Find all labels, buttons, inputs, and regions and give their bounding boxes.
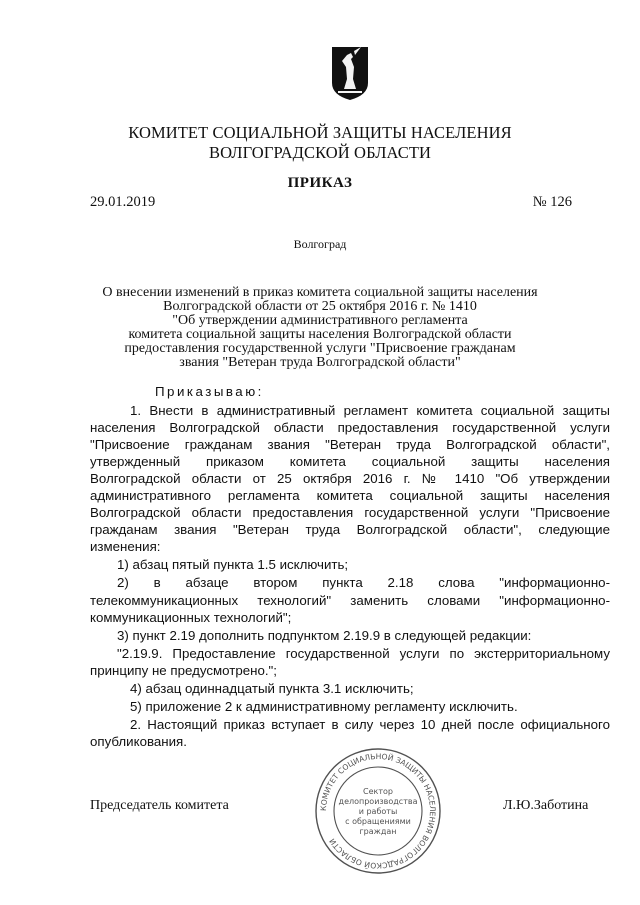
official-stamp	[312, 745, 444, 877]
organization-name-line1: КОМИТЕТ СОЦИАЛЬНОЙ ЗАЩИТЫ НАСЕЛЕНИЯ	[128, 123, 512, 142]
subject-line: Волгоградской области от 25 октября 2016 г. № 1410	[163, 299, 477, 314]
signer-title: Председатель комитета	[90, 798, 229, 813]
stamp-center-line: граждан	[359, 827, 397, 836]
body-line: утвержденный приказом комитета социальной защиты населения	[90, 454, 610, 469]
body-line: административного регламента комитета социальной защиты населения	[90, 488, 610, 503]
body-line: 1. Внести в административный регламент комитета социальной защиты	[130, 403, 610, 418]
stamp-center-line: и работы	[358, 807, 398, 816]
signer-name: Л.Ю.Заботина	[503, 798, 589, 813]
subject-line: О внесении изменений в приказ комитета социальной защиты населения	[102, 285, 538, 300]
body-line: 3) пункт 2.19 дополнить подпунктом 2.19.9 в следующей редакции:	[117, 628, 532, 643]
stamp-ring-text: КОМИТЕТ СОЦИАЛЬНОЙ ЗАЩИТЫ НАСЕЛЕНИЯ ВОЛГОГРАДСКОЙ ОБЛАСТИ	[318, 751, 438, 871]
body-line: принципу не предусмотрено.";	[90, 663, 277, 678]
stamp-center-line: с обращениями	[345, 817, 411, 826]
body-line: 2. Настоящий приказ вступает в силу через 10 дней после официального	[130, 717, 610, 732]
coat-of-arms-icon	[330, 45, 370, 101]
body-line: "2.19.9. Предоставление государственной услуги по экстерриториальному	[117, 646, 610, 661]
document-number: № 126	[532, 194, 572, 210]
document-type-title: ПРИКАЗ	[287, 175, 353, 191]
body-line: опубликования.	[90, 734, 187, 749]
body-line: 1) абзац пятый пункта 1.5 исключить;	[117, 557, 349, 572]
subject-line: звания "Ветеран труда Волгоградской области"	[179, 355, 461, 370]
body-line: гражданам звания "Ветеран труда Волгоградской области", следующие	[90, 522, 610, 537]
body-line: 2) в абзаце втором пункта 2.18 слова "информационно-	[117, 575, 610, 590]
body-line: населения Волгоградской области предоставления государственной услуги	[90, 420, 610, 435]
subject-line: комитета социальной защиты населения Волгоградской области	[128, 327, 512, 342]
stamp-center-line: делопроизводства	[338, 797, 418, 806]
body-line: Волгоградской области предоставления государственной услуги "Присвоение	[90, 505, 610, 520]
order-intro: Приказываю:	[155, 384, 264, 399]
body-line: телекоммуникационных технологий" заменить словами "информационно-	[90, 593, 610, 608]
body-line: коммуникационных технологий";	[90, 610, 292, 625]
stamp-center-line: Сектор	[363, 787, 393, 796]
body-line: 5) приложение 2 к административному регламенту исключить.	[130, 699, 518, 714]
body-line: изменения:	[90, 539, 161, 554]
body-line: 4) абзац одиннадцатый пункта 3.1 исключить;	[130, 681, 414, 696]
document-city: Волгоград	[293, 237, 347, 251]
organization-name-line2: ВОЛГОГРАДСКОЙ ОБЛАСТИ	[208, 143, 432, 162]
body-line: "Присвоение гражданам звания "Ветеран труда Волгоградской области",	[90, 437, 610, 452]
body-line: Волгоградской области от 25 октября 2016 г. № 1410 "Об утверждении	[90, 471, 610, 486]
subject-line: "Об утверждении административного регламента	[172, 313, 468, 328]
subject-line: предоставления государственной услуги "Присвоение гражданам	[124, 341, 516, 356]
document-date: 29.01.2019	[90, 194, 156, 210]
